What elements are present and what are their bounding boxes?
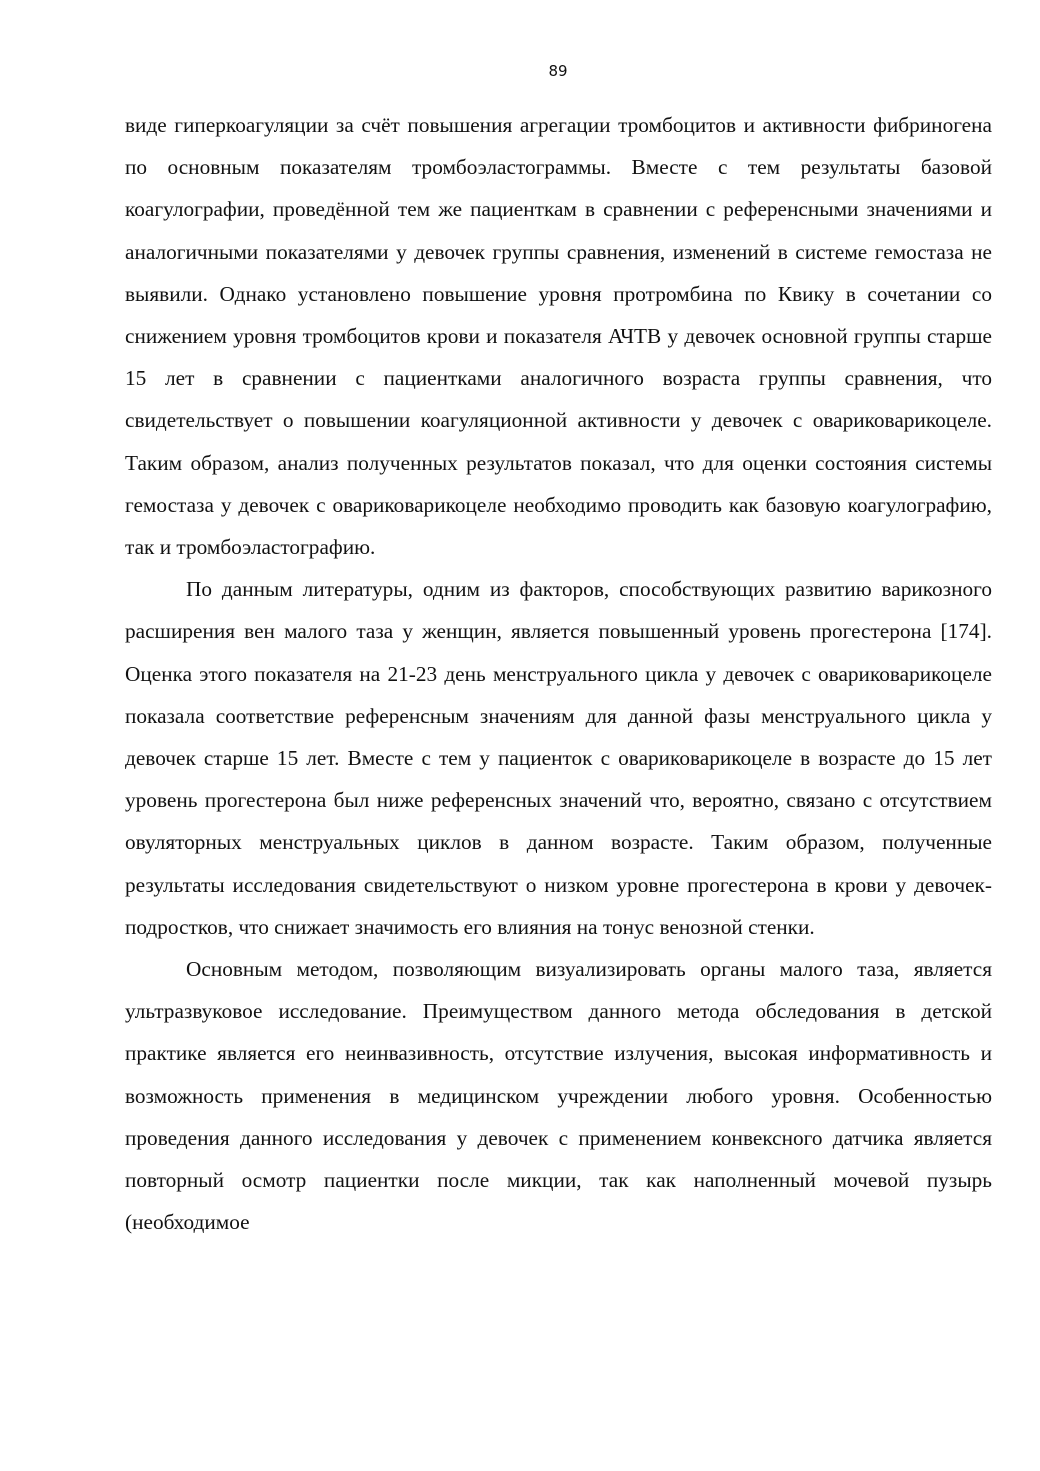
paragraph-ultrasound: Основным методом, позволяющим визуализировать органы малого таза, является ультразвуковое исследование. Преимуществом данного метода обследования в детской практике является его неинвазивность, отсутствие излучения, высокая информативность и возможность применения в медицинском учреждении любого уровня. Особенностью проведения данного исследования у девочек с применением конвексного датчика является повторный осмотр пациентки после микции, так как наполненный мочевой пузырь (необходимое — [125, 957, 992, 1235]
document-body — [125, 104, 992, 1243]
page-number: 89 — [548, 62, 568, 80]
paragraph-continuation: виде гиперкоагуляции за счёт повышения агрегации тромбоцитов и активности фибриногена по основным показателям тромбоэластограммы. Вместе с тем результаты базовой коагулографии, проведённой тем же пациенткам в сравнении с референсными значениями и аналогичными показателями у девочек группы сравнения, изменений в системе гемостаза не выявили. Однако установлено повышение уровня протромбина по Квику в сочетании со снижением уровня тромбоцитов крови и показателя АЧТВ у девочек основной группы старше 15 лет в сравнении с пациентками аналогичного возраста группы сравнения, что свидетельствует о повышении коагуляционной активности у девочек с овариковарикоцеле. Таким образом, анализ полученных результатов показал, что для оценки состояния системы гемостаза у девочек с овариковарикоцеле необходимо проводить как базовую коагулографию, так и тромбоэластографию. — [125, 113, 992, 560]
paragraph-progesterone: По данным литературы, одним из факторов, способствующих развитию варикозного расширения вен малого таза у женщин, является повышенный уровень прогестерона [174]. Оценка этого показателя на 21-23 день менструального цикла у девочек с овариковарикоцеле показала соответствие референсным значениям для данной фазы менструального цикла у девочек старше 15 лет. Вместе с тем у пациенток с овариковарикоцеле в возрасте до 15 лет уровень прогестерона был ниже референсных значений что, вероятно, связано с отсутствием овуляторных менструальных циклов в данном возрасте. Таким образом, полученные результаты исследования свидетельствуют о низком уровне прогестерона в крови у девочек-подростков, что снижает значимость его влияния на тонус венозной стенки. — [125, 577, 992, 939]
